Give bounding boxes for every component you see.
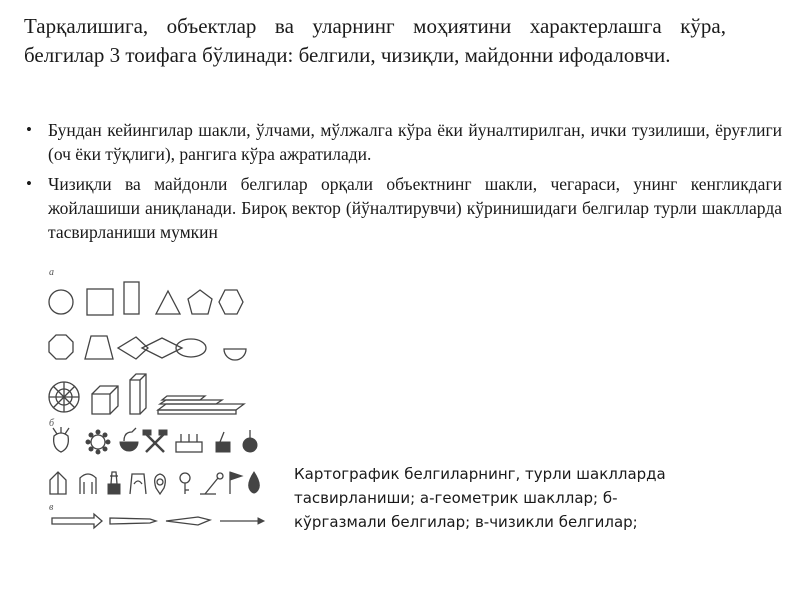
- bullet-dot: •: [26, 120, 32, 139]
- bullet-list: [26, 118, 782, 250]
- gate-icon: [130, 474, 146, 494]
- rhombus-symbol: [118, 337, 148, 359]
- bowl-icon: [120, 442, 138, 451]
- spindle-arrow-icon: [166, 517, 210, 525]
- circle-symbol: [49, 290, 73, 314]
- factory-icon: [176, 434, 202, 452]
- key-symbol-icon: [180, 473, 190, 494]
- figure-label-a: а: [49, 267, 54, 278]
- pictorial-symbols-row-2: [50, 472, 259, 494]
- bomb-icon: [243, 430, 257, 452]
- geometric-shapes-row-3: [49, 374, 244, 414]
- triangle-symbol: [156, 291, 180, 314]
- flag-tower-icon: [200, 473, 223, 494]
- bullet-item: [26, 172, 782, 244]
- octagon-symbol: [49, 335, 73, 359]
- geometric-shapes-row-1: [49, 282, 243, 315]
- tall-box-symbol: [130, 380, 140, 414]
- pictorial-symbols-row-1: [53, 427, 257, 454]
- trapezoid-symbol: [85, 336, 113, 359]
- ellipse-symbol: [176, 339, 206, 357]
- figure-caption: Картографик белгиларнинг, турли шаклларда тасвирланиши; а-геометрик шакллар; б-кўргазмали белгилар; в-чизикли белгилар;: [294, 465, 666, 531]
- wide-arrow-icon: [52, 514, 102, 528]
- flask-icon: [216, 432, 230, 452]
- bullet-item: [26, 118, 782, 166]
- stacked-slabs-symbol: [158, 396, 244, 414]
- bullet-text: Бундан кейингилар шакли, ўлчами, мўлжалга кўра ёки йуналтирилган, ички тузилиши, ёруғлиги (оч ёки тўқлиги), рангига кўра ажратилади.: [48, 120, 782, 164]
- geometric-shapes-row-2: [49, 335, 246, 360]
- tapered-arrow-icon: [110, 518, 156, 524]
- drop-icon: [249, 472, 260, 493]
- ring-pin-icon: [155, 474, 166, 494]
- semicircle-symbol: [224, 349, 246, 360]
- bullet-dot: •: [26, 174, 32, 193]
- flag-icon: [230, 472, 242, 494]
- hammers-icon: [143, 430, 167, 452]
- gear-icon: [91, 435, 105, 449]
- square-symbol: [87, 289, 113, 315]
- hexagon-symbol: [219, 290, 243, 314]
- intro-paragraph: Тарқалишига, объектлар ва уларнинг моҳиятини характерлашга кўра, белгилар 3 тоифага бўлинади: белгили, чизиқли, майдонни ифодаловчи.: [24, 14, 726, 67]
- pentagon-symbol: [188, 290, 212, 314]
- arch-icon: [80, 474, 96, 494]
- bullet-text: Чизиқли ва майдонли белгилар орқали объектнинг шакли, чегараси, унинг кенгликдаги жойлашиши аниқланади. Бироқ вектор (йўналтирувчи) кўринишидаги белгилар турли шаклларда тасвирланиши мумкин: [48, 174, 782, 242]
- figure-label-v: в: [49, 502, 54, 513]
- map-symbols-figure: [40, 262, 280, 542]
- rectangle-symbol: [124, 282, 139, 314]
- cube-symbol: [92, 394, 110, 414]
- figure-label-b: б: [49, 418, 55, 429]
- beet-icon: [54, 433, 69, 452]
- linear-symbols-row: [52, 514, 264, 528]
- tower-icon: [108, 472, 120, 494]
